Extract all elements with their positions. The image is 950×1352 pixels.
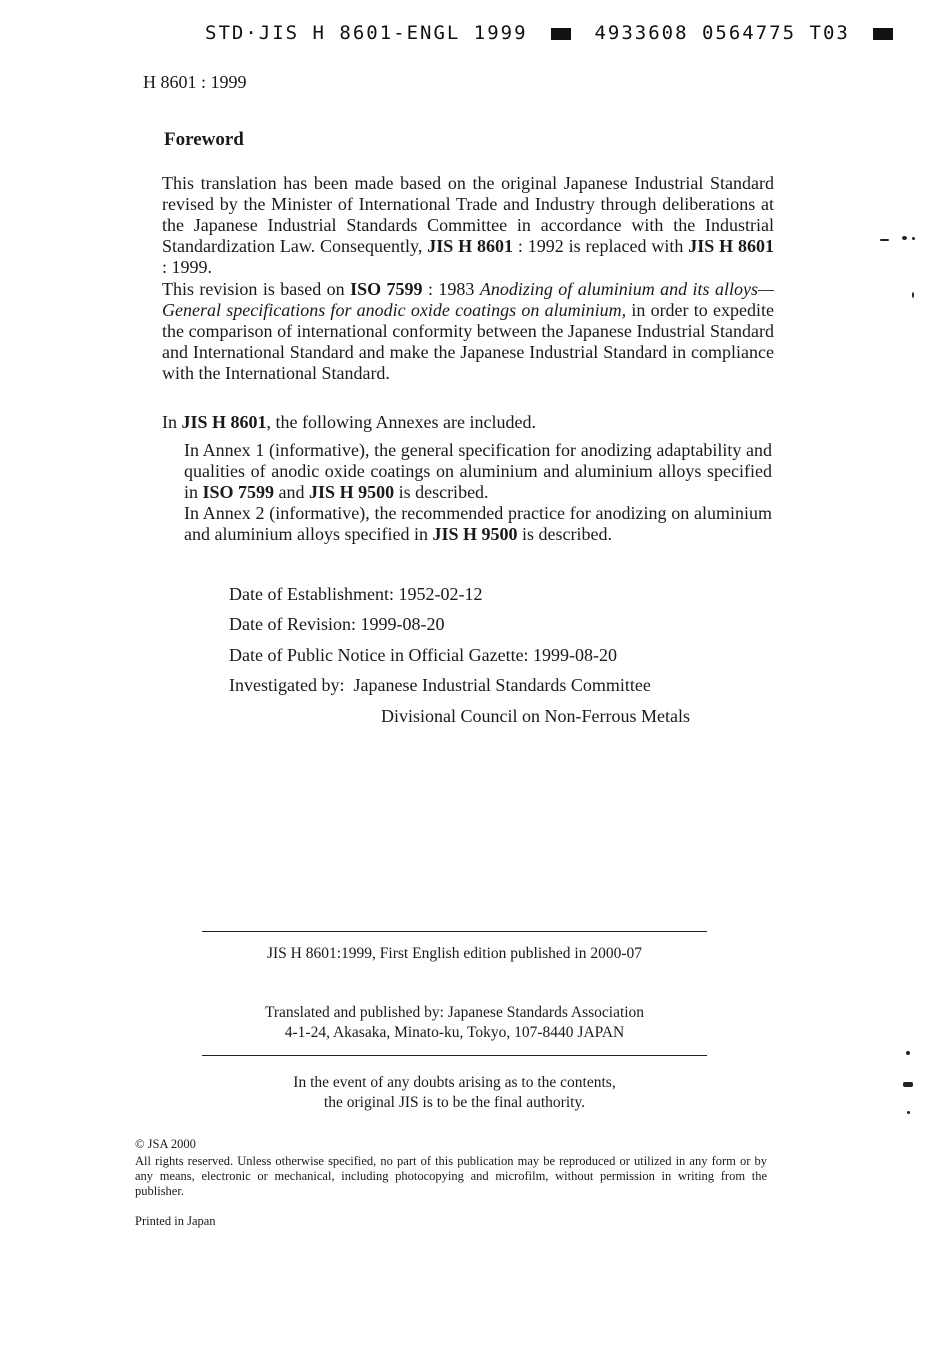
p2-italic-title: Anodizing of aluminium and its alloys—General specifications for anodic oxide coatings on aluminium, xyxy=(162,279,774,320)
annex1-text-3: is described. xyxy=(394,482,489,502)
p3-text-1: In xyxy=(162,412,182,432)
p3-text-2: , the following Annexes are included. xyxy=(266,412,536,432)
publisher-address: 4-1-24, Akasaka, Minato-ku, Tokyo, 107-8440 JAPAN xyxy=(284,1024,625,1041)
investigated-label: Investigated by: xyxy=(229,675,345,696)
annex1-bold-2: JIS H 9500 xyxy=(309,482,395,502)
foreword-title: Foreword xyxy=(164,129,244,150)
annex2-bold-1: JIS H 9500 xyxy=(432,524,518,544)
top-rule xyxy=(202,931,707,932)
date-gazette: Date of Public Notice in Official Gazette: 1999-08-20 xyxy=(229,644,618,665)
annex2-text-2: is described. xyxy=(517,524,612,544)
printed-in: Printed in Japan xyxy=(135,1214,216,1228)
foreword-paragraph-1 xyxy=(162,173,774,278)
authority-line-2: the original JIS is to be the final authority. xyxy=(323,1094,586,1111)
scan-speck xyxy=(907,1111,910,1114)
black-block-mark-end xyxy=(873,28,893,40)
scan-control-line xyxy=(205,22,903,44)
scan-speck xyxy=(912,237,915,240)
scan-speck xyxy=(906,1051,910,1055)
copyright-symbol: © JSA 2000 xyxy=(135,1137,196,1151)
scan-speck xyxy=(880,239,889,241)
standard-id: H 8601 : 1999 xyxy=(143,72,247,92)
p2-text-3: in order to expedite the comparison of international conformity between the Japanese Industrial Standard and International Standard and make the Japanese Industrial Standard in compliance with the International Standard. xyxy=(162,300,774,383)
p1-bold-1: JIS H 8601 xyxy=(427,236,513,256)
black-block-mark xyxy=(551,28,571,40)
annex1-bold-1: ISO 7599 xyxy=(202,482,275,502)
foreword-paragraph-2 xyxy=(162,279,774,384)
date-establishment: Date of Establishment: 1952-02-12 xyxy=(229,584,483,604)
investigated-by xyxy=(229,675,690,705)
scan-speck xyxy=(902,236,907,240)
p1-text-2: : 1992 is replaced with xyxy=(513,236,689,256)
dates-block xyxy=(229,584,690,736)
bottom-rule xyxy=(202,1055,707,1056)
foreword-paragraph-3 xyxy=(162,412,774,433)
p2-text-1: This revision is based on xyxy=(162,279,351,299)
investigated-council: Divisional Council on Non-Ferrous Metals xyxy=(381,705,690,726)
p2-bold-1: ISO 7599 xyxy=(350,279,423,299)
p2-text-2: : 1983 xyxy=(422,279,480,299)
annex2-text-1: In Annex 2 (informative), the recommended practice for anodizing on aluminium and aluminium alloys specified in xyxy=(184,503,772,544)
scan-speck xyxy=(903,1082,913,1087)
p1-text-3: : 1999. xyxy=(162,257,213,277)
annex1-text-1: In Annex 1 (informative), the general specification for anodizing adaptability and qualities of anodic oxide coatings on aluminium and aluminium alloys specified in xyxy=(184,440,772,502)
authority-line-1: In the event of any doubts arising as to the contents, xyxy=(293,1074,616,1091)
publisher-line-1: Translated and published by: Japanese Standards Association xyxy=(264,1004,645,1021)
annex1-text-2: and xyxy=(274,482,310,502)
investigated-committee: Japanese Industrial Standards Committee xyxy=(353,675,651,696)
annex-2-paragraph xyxy=(184,503,772,545)
copyright-rights: All rights reserved. Unless otherwise specified, no part of this publication may be reproduced or utilized in any form or by any means, electronic or mechanical, including photocopying and microfilm, without permission in writing from the publisher. xyxy=(135,1154,767,1198)
annex-1-paragraph xyxy=(184,440,772,503)
p1-bold-2: JIS H 8601 xyxy=(688,236,774,256)
date-revision: Date of Revision: 1999-08-20 xyxy=(229,614,445,635)
control-line-suffix: T03 xyxy=(809,22,850,44)
p1-text-1: This translation has been made based on the original Japanese Industrial Standard revised by the Minister of International Trade and Industry through deliberations at the Japanese Industrial Standards Committee in accordance with the Industrial Standardization Law. Consequently, xyxy=(162,173,774,256)
scan-speck xyxy=(912,292,914,298)
control-line-id: STD·JIS H 8601-ENGL 1999 xyxy=(205,22,528,44)
edition-line: JIS H 8601:1999, First English edition published in 2000-07 xyxy=(266,945,643,962)
p3-bold-1: JIS H 8601 xyxy=(181,412,267,432)
control-line-code: 4933608 0564775 xyxy=(594,22,797,44)
